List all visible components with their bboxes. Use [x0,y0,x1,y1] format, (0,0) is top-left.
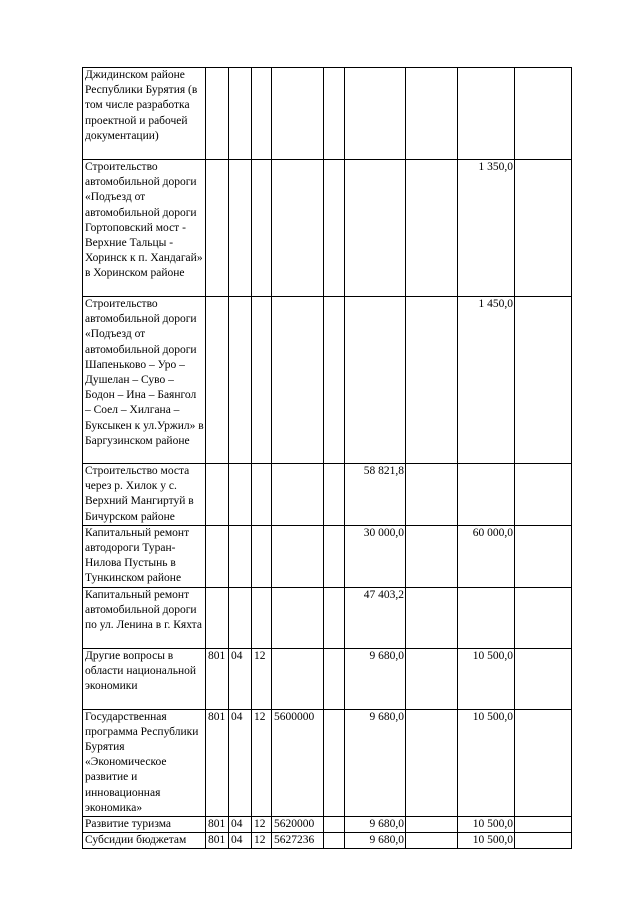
table-row [83,68,572,160]
row-name-cell: Строительство моста через р. Хилок у с. Верхний Мангиртуй в Бичурском районе [83,464,206,526]
table-row [83,525,572,587]
table-row [83,709,572,816]
sum3-cell: 10 500,0 [458,833,515,849]
row-name-cell: Развитие туризма [83,817,206,833]
row-name-cell: Другие вопросы в области национальной экономики [83,648,206,709]
ved-cell [206,587,229,648]
sum4-cell [515,833,572,849]
ved-cell: 801 [206,817,229,833]
sum4-cell [515,587,572,648]
sum1-cell: 30 000,0 [345,525,406,587]
ved-cell: 801 [206,648,229,709]
pr-cell: 12 [252,709,272,816]
csr-cell [272,587,324,648]
sum4-cell [515,68,572,160]
rz-cell [229,297,252,464]
sum3-cell [458,587,515,648]
csr-cell [272,525,324,587]
row-name-cell: Государственная программа Республики Бурятия «Экономическое развитие и инновационная экономика» [83,709,206,816]
sum2-cell [406,648,458,709]
pr-cell [252,160,272,297]
csr-cell [272,648,324,709]
sum4-cell [515,817,572,833]
ved-cell: 801 [206,709,229,816]
vr-cell [324,833,345,849]
sum4-cell [515,297,572,464]
sum4-cell [515,648,572,709]
rz-cell: 04 [229,817,252,833]
rz-cell [229,160,252,297]
rz-cell [229,587,252,648]
sum2-cell [406,464,458,526]
csr-cell: 5620000 [272,817,324,833]
sum2-cell [406,817,458,833]
vr-cell [324,68,345,160]
budget-table [82,67,572,849]
csr-cell: 5600000 [272,709,324,816]
sum1-cell: 9 680,0 [345,833,406,849]
pr-cell [252,464,272,526]
table-row [83,587,572,648]
sum2-cell [406,709,458,816]
table-body [83,68,572,849]
vr-cell [324,817,345,833]
sum1-cell: 58 821,8 [345,464,406,526]
ved-cell: 801 [206,833,229,849]
rz-cell: 04 [229,648,252,709]
ved-cell [206,160,229,297]
pr-cell: 12 [252,833,272,849]
table-row [83,648,572,709]
sum4-cell [515,709,572,816]
pr-cell [252,525,272,587]
row-name-cell: Джидинском районе Республики Бурятия (в том числе разработка проектной и рабочей документации) [83,68,206,160]
vr-cell [324,525,345,587]
csr-cell [272,297,324,464]
sum1-cell [345,68,406,160]
sum4-cell [515,160,572,297]
sum3-cell: 1 450,0 [458,297,515,464]
sum2-cell [406,587,458,648]
sum4-cell [515,525,572,587]
rz-cell: 04 [229,833,252,849]
csr-cell [272,68,324,160]
csr-cell: 5627236 [272,833,324,849]
vr-cell [324,464,345,526]
pr-cell [252,587,272,648]
rz-cell [229,464,252,526]
sum1-cell: 9 680,0 [345,709,406,816]
sum2-cell [406,833,458,849]
sum3-cell: 10 500,0 [458,648,515,709]
ved-cell [206,464,229,526]
row-name-cell: Строительство автомобильной дороги «Подъезд от автомобильной дороги Гортоповский мост - Верхние Тальцы - Хоринск к п. Хандагай» в Хоринском районе [83,160,206,297]
sum3-cell [458,68,515,160]
sum3-cell [458,464,515,526]
row-name-cell: Субсидии бюджетам [83,833,206,849]
vr-cell [324,587,345,648]
sum3-cell: 60 000,0 [458,525,515,587]
vr-cell [324,648,345,709]
sum2-cell [406,297,458,464]
sum3-cell: 10 500,0 [458,817,515,833]
sum1-cell [345,160,406,297]
vr-cell [324,297,345,464]
rz-cell: 04 [229,709,252,816]
table-row [83,817,572,833]
table-row [83,464,572,526]
vr-cell [324,709,345,816]
row-name-cell: Капитальный ремонт автодороги Туран-Нилова Пустынь в Тункинском районе [83,525,206,587]
sum1-cell [345,297,406,464]
sum2-cell [406,160,458,297]
csr-cell [272,464,324,526]
pr-cell [252,68,272,160]
ved-cell [206,297,229,464]
sum3-cell: 1 350,0 [458,160,515,297]
ved-cell [206,525,229,587]
sum1-cell: 47 403,2 [345,587,406,648]
table-row [83,297,572,464]
pr-cell [252,297,272,464]
rz-cell [229,68,252,160]
row-name-cell: Строительство автомобильной дороги «Подъезд от автомобильной дороги Шапеньково – Уро – Душелан – Суво – Бодон – Ина – Баянгол – Соел – Хилгана – Буксыкен к ул.Уржил» в Баргузинском районе [83,297,206,464]
table-row [83,160,572,297]
pr-cell: 12 [252,648,272,709]
row-name-cell: Капитальный ремонт автомобильной дороги по ул. Ленина в г. Кяхта [83,587,206,648]
table-row [83,833,572,849]
sum3-cell: 10 500,0 [458,709,515,816]
ved-cell [206,68,229,160]
sum1-cell: 9 680,0 [345,648,406,709]
sum2-cell [406,68,458,160]
sum2-cell [406,525,458,587]
vr-cell [324,160,345,297]
sum1-cell: 9 680,0 [345,817,406,833]
pr-cell: 12 [252,817,272,833]
sum4-cell [515,464,572,526]
rz-cell [229,525,252,587]
csr-cell [272,160,324,297]
